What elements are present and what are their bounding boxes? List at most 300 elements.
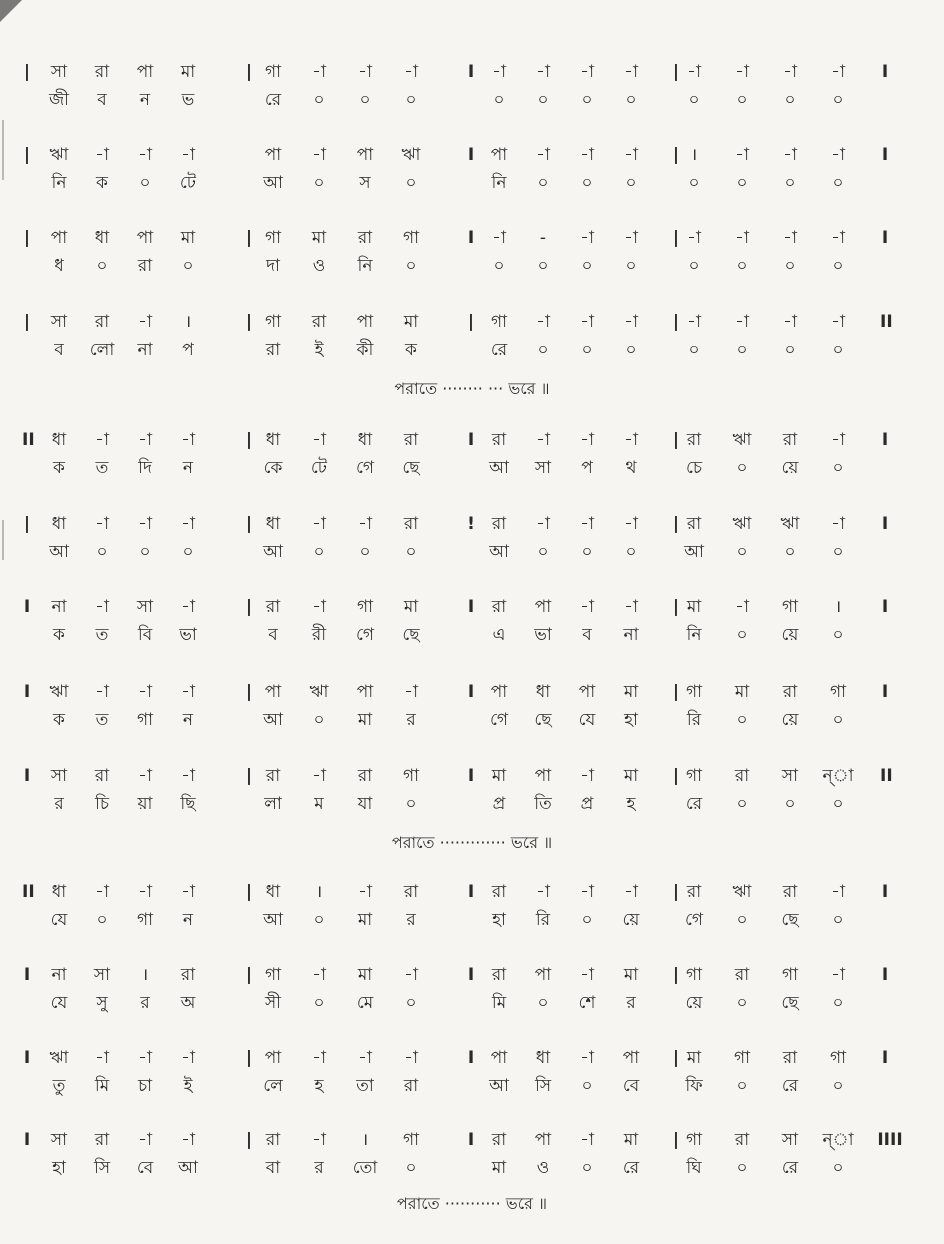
bar-line: I — [23, 766, 31, 786]
swara-note: -া — [536, 312, 550, 332]
swara-note: । — [315, 882, 323, 902]
lyric-syllable: মা — [357, 710, 373, 730]
page-corner — [0, 0, 22, 22]
lyric-syllable: মে — [356, 993, 374, 1013]
swara-note: গা — [685, 965, 703, 985]
swara-note: রা — [734, 766, 750, 786]
lyric-syllable: ০ — [832, 90, 844, 110]
swara-line — [0, 880, 944, 904]
swara-note: ধা — [535, 682, 551, 702]
swara-note: ঋা — [732, 882, 752, 902]
lyric-syllable: ০ — [405, 1158, 417, 1178]
refrain-line: পরাতে ··········· ভরে ॥ — [396, 1194, 548, 1213]
bar-line: I — [467, 965, 475, 985]
lyric-syllable: লে — [263, 1076, 283, 1096]
lyric-line — [0, 1074, 944, 1098]
bar-line: I — [23, 597, 31, 617]
bar-line: | — [672, 882, 680, 902]
lyric-syllable: রে — [264, 90, 282, 110]
swara-note: -া — [624, 228, 638, 248]
bar-line: | — [672, 430, 680, 450]
lyric-syllable: যে — [50, 910, 68, 930]
swara-note: গা — [264, 62, 282, 82]
lyric-syllable: র — [54, 794, 64, 814]
lyric-syllable: আ — [178, 1158, 198, 1178]
swara-note: -া — [735, 62, 749, 82]
swara-note: -া — [138, 682, 152, 702]
bar-line: | — [245, 62, 253, 82]
lyric-syllable: ০ — [493, 90, 505, 110]
lyric-syllable: আ — [263, 710, 283, 730]
lyric-syllable: ০ — [784, 542, 796, 562]
lyric-syllable: ০ — [736, 993, 748, 1013]
swara-note: -া — [536, 514, 550, 534]
lyric-syllable: ০ — [784, 256, 796, 276]
lyric-syllable: ০ — [313, 993, 325, 1013]
lyric-line — [0, 171, 944, 195]
lyric-syllable: ত — [95, 710, 109, 730]
swara-note: । — [141, 965, 149, 985]
swara-note: -া — [536, 145, 550, 165]
swara-note: -া — [580, 882, 594, 902]
lyric-syllable: ০ — [736, 256, 748, 276]
lyric-syllable: নি — [686, 625, 702, 645]
lyric-syllable: মি — [94, 1076, 110, 1096]
swara-note: গা — [829, 1048, 847, 1068]
swara-note: রা — [491, 514, 507, 534]
lyric-syllable: ক — [405, 340, 417, 360]
lyric-syllable: যে — [50, 993, 68, 1013]
swara-note: -া — [358, 514, 372, 534]
swara-note: রা — [782, 1048, 798, 1068]
swara-note: মা — [180, 228, 196, 248]
lyric-syllable: ০ — [405, 993, 417, 1013]
swara-note: -া — [181, 1048, 195, 1068]
lyric-syllable: স — [359, 173, 371, 193]
bar-line: I — [881, 145, 889, 165]
swara-note: রা — [403, 514, 419, 534]
swara-note: রা — [686, 430, 702, 450]
lyric-syllable: সি — [534, 1076, 552, 1096]
swara-note: গা — [264, 312, 282, 332]
lyric-syllable: র — [406, 910, 416, 930]
lyric-syllable: সী — [264, 993, 282, 1013]
swara-note: -া — [312, 965, 326, 985]
bar-line: | — [672, 62, 680, 82]
swara-note: রা — [734, 965, 750, 985]
lyric-syllable: ০ — [96, 910, 108, 930]
lyric-syllable: ঘি — [686, 1158, 702, 1178]
lyric-line — [0, 88, 944, 112]
swara-note: -া — [181, 766, 195, 786]
swara-note: গা — [402, 766, 420, 786]
swara-note: -া — [95, 430, 109, 450]
lyric-syllable: ০ — [537, 542, 549, 562]
lyric-syllable: ০ — [625, 256, 637, 276]
swara-note: -া — [492, 228, 506, 248]
bar-line: | — [245, 430, 253, 450]
bar-line: | — [467, 312, 475, 332]
swara-note: -া — [831, 312, 845, 332]
swara-note: -া — [138, 1130, 152, 1150]
swara-note: মা — [357, 965, 373, 985]
swara-note: -া — [624, 62, 638, 82]
swara-note: মা — [686, 597, 702, 617]
swara-note: ঋা — [49, 682, 69, 702]
swara-note: ধা — [51, 514, 67, 534]
swara-note: মা — [686, 1048, 702, 1068]
lyric-syllable: ০ — [139, 173, 151, 193]
swara-note: রা — [403, 430, 419, 450]
swara-note: -া — [312, 1048, 326, 1068]
swara-note: রা — [94, 62, 110, 82]
lyric-syllable: ০ — [832, 993, 844, 1013]
lyric-syllable: ব — [582, 625, 592, 645]
swara-note: -া — [312, 766, 326, 786]
lyric-syllable: সা — [534, 458, 552, 478]
swara-note: মা — [403, 312, 419, 332]
swara-note: রা — [491, 1130, 507, 1150]
lyric-syllable: আ — [489, 1076, 509, 1096]
swara-note: -া — [624, 597, 638, 617]
lyric-syllable: তি — [534, 794, 552, 814]
lyric-syllable: ০ — [736, 1158, 748, 1178]
swara-note: -া — [624, 430, 638, 450]
bar-line: I — [881, 514, 889, 534]
lyric-syllable: ০ — [688, 90, 700, 110]
lyric-syllable: দি — [138, 458, 152, 478]
swara-line — [0, 60, 944, 84]
bar-line: I — [467, 766, 475, 786]
lyric-syllable: ই — [183, 1076, 193, 1096]
swara-note: -া — [95, 597, 109, 617]
swara-note: পা — [534, 597, 552, 617]
lyric-syllable: য়ে — [781, 458, 799, 478]
swara-note: গা — [356, 597, 374, 617]
lyric-syllable: রে — [490, 340, 508, 360]
swara-line — [0, 680, 944, 704]
swara-note: রা — [265, 597, 281, 617]
swara-note: ঋা — [732, 430, 752, 450]
lyric-syllable: ০ — [581, 173, 593, 193]
swara-note: রা — [357, 228, 373, 248]
bar-line: I — [881, 62, 889, 82]
swara-note: -া — [687, 62, 701, 82]
lyric-syllable: লো — [89, 340, 115, 360]
swara-note: -া — [624, 312, 638, 332]
swara-note: ধা — [51, 882, 67, 902]
swara-note: ধা — [94, 228, 110, 248]
lyric-syllable: রি — [686, 710, 702, 730]
swara-note: । — [690, 145, 698, 165]
lyric-syllable: ছে — [781, 993, 799, 1013]
lyric-syllable: রী — [311, 625, 327, 645]
lyric-syllable: গে — [489, 710, 509, 730]
swara-note: পা — [136, 62, 154, 82]
swara-note: -া — [783, 312, 797, 332]
swara-note: -া — [312, 62, 326, 82]
lyric-syllable: ০ — [832, 458, 844, 478]
lyric-syllable: ভ — [181, 90, 195, 110]
lyric-syllable: ০ — [581, 256, 593, 276]
lyric-syllable: ০ — [736, 625, 748, 645]
lyric-syllable: য়ে — [685, 993, 703, 1013]
swara-note: রা — [491, 597, 507, 617]
lyric-syllable: তু — [52, 1076, 66, 1096]
lyric-syllable: রি — [535, 910, 551, 930]
bar-line: | — [245, 1048, 253, 1068]
swara-note: গা — [402, 228, 420, 248]
swara-note: ন্া — [822, 1130, 854, 1150]
lyric-syllable: ০ — [493, 256, 505, 276]
lyric-syllable: ০ — [832, 256, 844, 276]
lyric-syllable: জী — [48, 90, 70, 110]
lyric-syllable: আ — [489, 542, 509, 562]
bar-line: I — [881, 682, 889, 702]
lyric-syllable: রে — [685, 794, 703, 814]
swara-note: রা — [734, 1130, 750, 1150]
bar-line: | — [672, 1048, 680, 1068]
swara-note: রা — [491, 430, 507, 450]
swara-note: গা — [829, 682, 847, 702]
swara-note: -া — [831, 145, 845, 165]
bar-line: | — [672, 597, 680, 617]
swara-note: -া — [181, 682, 195, 702]
swara-note: -া — [580, 145, 594, 165]
swara-note: -া — [312, 145, 326, 165]
lyric-syllable: টে — [179, 173, 197, 193]
swara-note: রা — [782, 430, 798, 450]
swara-note: -া — [580, 1130, 594, 1150]
bar-line: | — [23, 514, 31, 534]
lyric-syllable: চে — [685, 458, 703, 478]
bar-line: I — [23, 965, 31, 985]
lyric-syllable: ০ — [688, 340, 700, 360]
bar-line: | — [245, 228, 253, 248]
lyric-syllable: ০ — [784, 90, 796, 110]
lyric-syllable: বি — [137, 625, 153, 645]
swara-note: -া — [536, 882, 550, 902]
lyric-syllable: র — [406, 710, 416, 730]
lyric-syllable: ০ — [736, 458, 748, 478]
swara-note: সা — [50, 1130, 68, 1150]
lyric-syllable: মা — [357, 910, 373, 930]
bar-line: IIII — [877, 1130, 903, 1150]
lyric-syllable: না — [623, 625, 639, 645]
lyric-syllable: যা — [357, 794, 373, 814]
lyric-syllable: ০ — [832, 542, 844, 562]
lyric-syllable: কী — [356, 340, 374, 360]
lyric-syllable: ০ — [581, 340, 593, 360]
lyric-syllable: লা — [264, 794, 282, 814]
bar-line: I — [467, 145, 475, 165]
lyric-line — [0, 338, 944, 362]
swara-note: -া — [358, 882, 372, 902]
lyric-syllable: ০ — [625, 90, 637, 110]
swara-note: -া — [95, 1048, 109, 1068]
swara-note: -া — [687, 228, 701, 248]
swara-note: ঋা — [49, 1048, 69, 1068]
swara-note: -া — [580, 228, 594, 248]
swara-note: ধা — [265, 882, 281, 902]
swara-note: রা — [180, 965, 196, 985]
lyric-syllable: ক — [53, 710, 65, 730]
swara-note: -া — [580, 312, 594, 332]
swara-note: গা — [264, 228, 282, 248]
lyric-syllable: রা — [403, 1076, 419, 1096]
lyric-syllable: বা — [265, 1158, 281, 1178]
lyric-syllable: রে — [781, 1158, 799, 1178]
swara-note: পা — [264, 145, 282, 165]
swara-line — [0, 1128, 944, 1152]
lyric-syllable: ০ — [784, 340, 796, 360]
lyric-syllable: ০ — [313, 173, 325, 193]
lyric-syllable: কে — [263, 458, 283, 478]
swara-line — [0, 428, 944, 452]
swara-note: সা — [136, 597, 154, 617]
swara-note: রা — [311, 312, 327, 332]
swara-note: পা — [50, 228, 68, 248]
lyric-syllable: ০ — [405, 90, 417, 110]
lyric-syllable: ব — [97, 90, 107, 110]
bar-line: I — [467, 597, 475, 617]
swara-note: -া — [181, 145, 195, 165]
lyric-syllable: ০ — [832, 710, 844, 730]
lyric-syllable: আ — [489, 458, 509, 478]
swara-note: -া — [536, 62, 550, 82]
lyric-syllable: হ — [626, 794, 636, 814]
swara-note: -া — [312, 597, 326, 617]
swara-note: -া — [735, 312, 749, 332]
lyric-syllable: ০ — [537, 993, 549, 1013]
lyric-syllable: য়ে — [622, 910, 640, 930]
swara-note: -া — [404, 62, 418, 82]
swara-note: রা — [403, 882, 419, 902]
lyric-syllable: ০ — [581, 1076, 593, 1096]
lyric-syllable: ০ — [581, 542, 593, 562]
lyric-syllable: ০ — [405, 173, 417, 193]
lyric-syllable: মি — [491, 993, 507, 1013]
swara-note: -া — [580, 766, 594, 786]
lyric-line — [0, 792, 944, 816]
swara-note: -া — [580, 965, 594, 985]
swara-note: ধা — [357, 430, 373, 450]
bar-line: | — [245, 597, 253, 617]
swara-note: -া — [404, 682, 418, 702]
lyric-syllable: র — [314, 1158, 324, 1178]
lyric-syllable: হা — [492, 910, 506, 930]
lyric-syllable: নি — [491, 173, 507, 193]
lyric-syllable: ০ — [182, 256, 194, 276]
lyric-syllable: ০ — [359, 542, 371, 562]
lyric-syllable: ০ — [625, 340, 637, 360]
swara-note: রা — [491, 882, 507, 902]
lyric-syllable: বে — [136, 1158, 154, 1178]
swara-note: -া — [138, 430, 152, 450]
lyric-syllable: দা — [266, 256, 280, 276]
lyric-syllable: ও — [536, 1158, 550, 1178]
swara-note: রা — [491, 965, 507, 985]
lyric-syllable: রে — [622, 1158, 640, 1178]
swara-note: -া — [624, 882, 638, 902]
swara-note: পা — [490, 682, 508, 702]
lyric-syllable: ০ — [405, 256, 417, 276]
lyric-syllable: ক — [96, 173, 108, 193]
bar-line: I — [467, 1048, 475, 1068]
lyric-syllable: ০ — [96, 542, 108, 562]
lyric-syllable: ০ — [736, 910, 748, 930]
lyric-syllable: ০ — [537, 90, 549, 110]
lyric-syllable: র — [140, 993, 150, 1013]
bar-line: | — [245, 682, 253, 702]
lyric-syllable: ক — [53, 458, 65, 478]
lyric-syllable: তা — [356, 1076, 374, 1096]
lyric-syllable: প্র — [492, 794, 506, 814]
swara-note: রা — [94, 1130, 110, 1150]
lyric-line — [0, 540, 944, 564]
swara-note: ঋা — [780, 514, 800, 534]
swara-line — [0, 1046, 944, 1070]
lyric-syllable: সু — [96, 993, 108, 1013]
lyric-syllable: ছে — [402, 458, 420, 478]
bar-line: I — [881, 430, 889, 450]
bar-line: I — [881, 228, 889, 248]
swara-note: মা — [734, 682, 750, 702]
swara-note: -া — [138, 514, 152, 534]
bar-line: II — [880, 312, 893, 332]
swara-note: -া — [831, 228, 845, 248]
lyric-syllable: আ — [49, 542, 69, 562]
swara-note: পা — [490, 145, 508, 165]
lyric-syllable: ০ — [688, 256, 700, 276]
swara-note: গা — [781, 965, 799, 985]
swara-note: -া — [735, 597, 749, 617]
swara-line — [0, 963, 944, 987]
lyric-syllable: আ — [263, 910, 283, 930]
bar-line: I — [881, 597, 889, 617]
swara-line — [0, 595, 944, 619]
bar-line: | — [672, 965, 680, 985]
swara-note: -া — [580, 514, 594, 534]
swara-note: ধা — [535, 1048, 551, 1068]
bar-line: | — [245, 514, 253, 534]
swara-note: -া — [735, 145, 749, 165]
swara-note: পা — [356, 312, 374, 332]
lyric-syllable: ০ — [625, 542, 637, 562]
swara-note: -া — [138, 312, 152, 332]
bar-line: I — [467, 228, 475, 248]
swara-note: রা — [782, 682, 798, 702]
refrain-line: পরাতে ········ ··· ভরে ॥ — [394, 379, 550, 398]
bar-line: | — [245, 312, 253, 332]
swara-note: ন্া — [822, 766, 854, 786]
lyric-syllable: ই — [314, 340, 324, 360]
swara-line — [0, 764, 944, 788]
bar-line: I — [23, 1048, 31, 1068]
lyric-syllable: ন — [182, 458, 194, 478]
lyric-syllable: রা — [265, 340, 281, 360]
swara-note: গা — [685, 682, 703, 702]
lyric-syllable: থ — [625, 458, 637, 478]
lyric-syllable: নি — [357, 256, 373, 276]
lyric-syllable: ০ — [736, 173, 748, 193]
swara-note: -া — [536, 430, 550, 450]
swara-note: -া — [358, 1048, 372, 1068]
lyric-line — [0, 991, 944, 1015]
bar-line: | — [245, 882, 253, 902]
swara-note: পা — [578, 682, 596, 702]
lyric-syllable: গা — [136, 710, 154, 730]
